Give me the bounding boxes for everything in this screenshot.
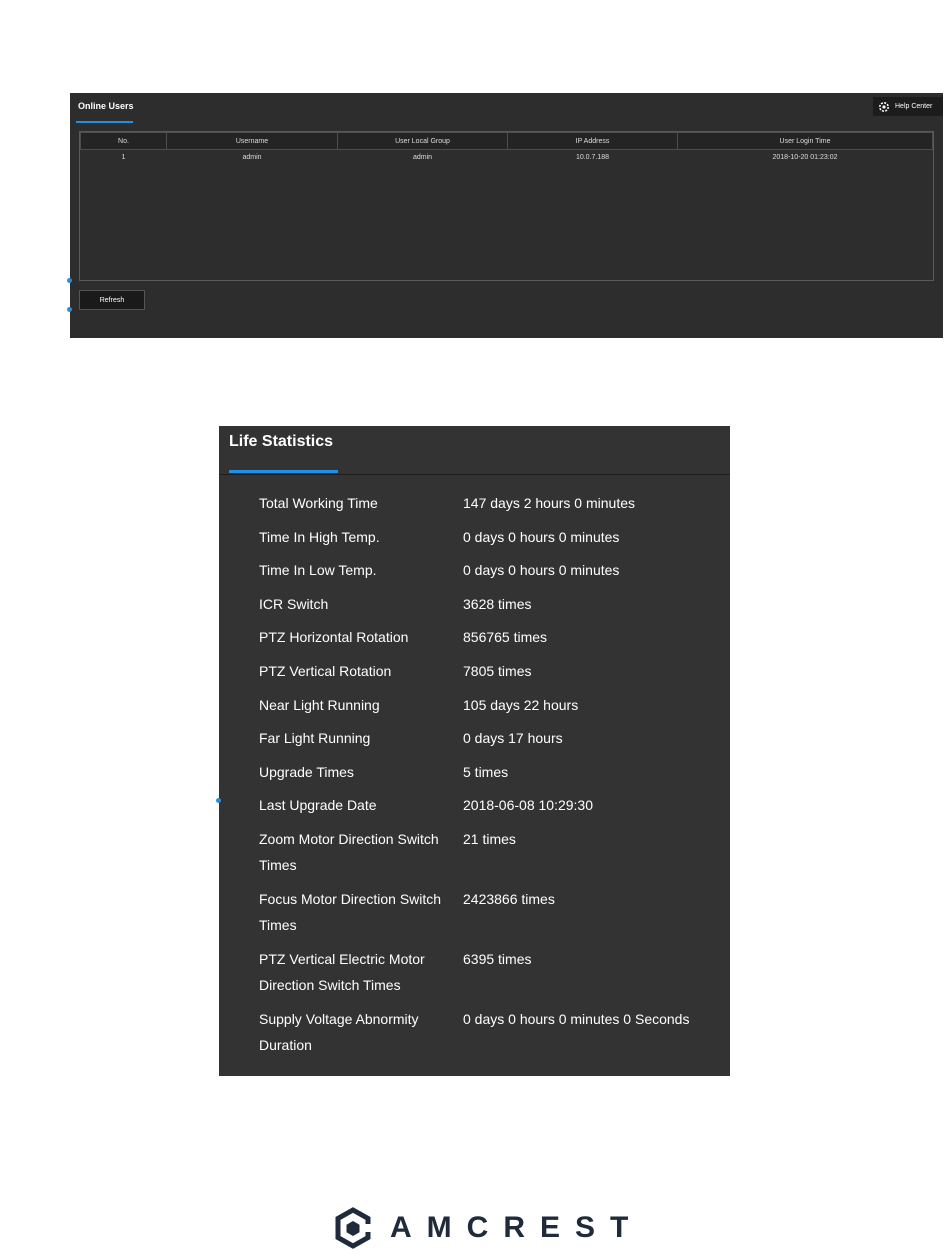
help-gear-icon bbox=[878, 101, 890, 113]
stat-row-ptz-vertical-electric-motor-direction-switch-times bbox=[259, 946, 719, 1006]
stat-label: Time In Low Temp. bbox=[259, 562, 377, 579]
stat-value: 0 days 0 hours 0 minutes bbox=[463, 562, 620, 579]
active-tab-indicator bbox=[76, 121, 133, 123]
stat-value: 21 times bbox=[463, 830, 516, 847]
edge-marker-dot bbox=[67, 278, 72, 283]
cell-group: admin bbox=[412, 153, 433, 161]
stat-value: 105 days 22 hours bbox=[463, 696, 579, 713]
amcrest-logo bbox=[334, 1207, 643, 1249]
stat-value: 147 days 2 hours 0 minutes bbox=[463, 495, 635, 511]
stat-row-time-in-high-temp bbox=[259, 524, 719, 558]
statistics-list bbox=[259, 490, 719, 1066]
tab-life-statistics[interactable]: Life Statistics bbox=[229, 433, 334, 450]
stat-label: Time In High Temp. bbox=[259, 528, 380, 545]
help-center-button[interactable] bbox=[873, 97, 943, 116]
stat-row-zoom-motor-direction-switch-times bbox=[259, 826, 719, 886]
stat-row-icr-switch bbox=[259, 591, 719, 625]
refresh-button[interactable]: Refresh bbox=[79, 290, 145, 310]
stat-row-near-light-running bbox=[259, 692, 719, 726]
stat-value: 6395 times bbox=[463, 950, 532, 967]
stat-value: 0 days 0 hours 0 minutes bbox=[463, 528, 620, 545]
stat-row-upgrade-times bbox=[259, 759, 719, 793]
brand-name: AMCREST bbox=[390, 1211, 644, 1244]
stat-label: Last Upgrade Date bbox=[259, 797, 377, 814]
stat-row-last-upgrade-date bbox=[259, 792, 719, 826]
stat-label: Upgrade Times bbox=[259, 763, 354, 780]
stat-label: PTZ Vertical Electric Motor Direction Switch Times bbox=[259, 950, 425, 993]
stat-label: PTZ Horizontal Rotation bbox=[259, 629, 409, 646]
stat-value: 2018-06-08 10:29:30 bbox=[463, 797, 593, 814]
online-users-table bbox=[79, 131, 934, 281]
stat-label: Total Working Time bbox=[259, 495, 378, 511]
stat-label: PTZ Vertical Rotation bbox=[259, 662, 392, 679]
column-header-username[interactable]: Username bbox=[167, 133, 338, 150]
life-statistics-panel bbox=[219, 426, 730, 1076]
table-header-row bbox=[81, 133, 933, 150]
stat-value: 0 days 17 hours bbox=[463, 730, 563, 747]
cell-no: 1 bbox=[121, 153, 126, 161]
stat-label: Zoom Motor Direction Switch Times bbox=[259, 830, 439, 873]
stat-label: ICR Switch bbox=[259, 595, 329, 612]
stat-value: 7805 times bbox=[463, 662, 532, 679]
stat-row-supply-voltage-abnormity-duration bbox=[259, 1006, 719, 1066]
column-header-ip-address[interactable]: IP Address bbox=[508, 133, 678, 150]
stat-label: Near Light Running bbox=[259, 696, 380, 713]
edge-marker-dot bbox=[216, 798, 221, 803]
stat-row-ptz-vertical-rotation bbox=[259, 658, 719, 692]
stat-value: 2423866 times bbox=[463, 890, 555, 907]
stat-row-time-in-low-temp bbox=[259, 557, 719, 591]
stat-label: Focus Motor Direction Switch Times bbox=[259, 890, 442, 933]
stat-label: Supply Voltage Abnormity Duration bbox=[259, 1010, 419, 1053]
stat-row-ptz-horizontal-rotation bbox=[259, 624, 719, 658]
stat-value: 856765 times bbox=[463, 629, 548, 646]
cell-login-time: 2018-10-20 01:23:02 bbox=[772, 153, 838, 161]
stat-row-focus-motor-direction-switch-times bbox=[259, 886, 719, 946]
stat-value: 3628 times bbox=[463, 595, 532, 612]
stat-row-total-working-time bbox=[259, 490, 719, 524]
edge-marker-dot bbox=[67, 307, 72, 312]
amcrest-hexagon-icon bbox=[334, 1207, 372, 1249]
online-users-panel bbox=[70, 93, 943, 338]
header-divider bbox=[219, 474, 730, 475]
table-row[interactable] bbox=[81, 150, 933, 165]
tab-online-users[interactable]: Online Users bbox=[78, 101, 134, 111]
cell-ip: 10.0.7.188 bbox=[575, 153, 610, 161]
column-header-user-local-group[interactable]: User Local Group bbox=[338, 133, 508, 150]
cell-username: admin bbox=[242, 153, 262, 161]
stat-value: 0 days 0 hours 0 minutes 0 Seconds bbox=[463, 1010, 690, 1027]
stat-label: Far Light Running bbox=[259, 730, 371, 747]
active-tab-indicator bbox=[229, 470, 338, 473]
column-header-no[interactable]: No. bbox=[81, 133, 167, 150]
stat-row-far-light-running bbox=[259, 725, 719, 759]
help-center-label: Help Center bbox=[895, 103, 933, 110]
stat-value: 5 times bbox=[463, 763, 509, 780]
column-header-user-login-time[interactable]: User Login Time bbox=[678, 133, 933, 150]
